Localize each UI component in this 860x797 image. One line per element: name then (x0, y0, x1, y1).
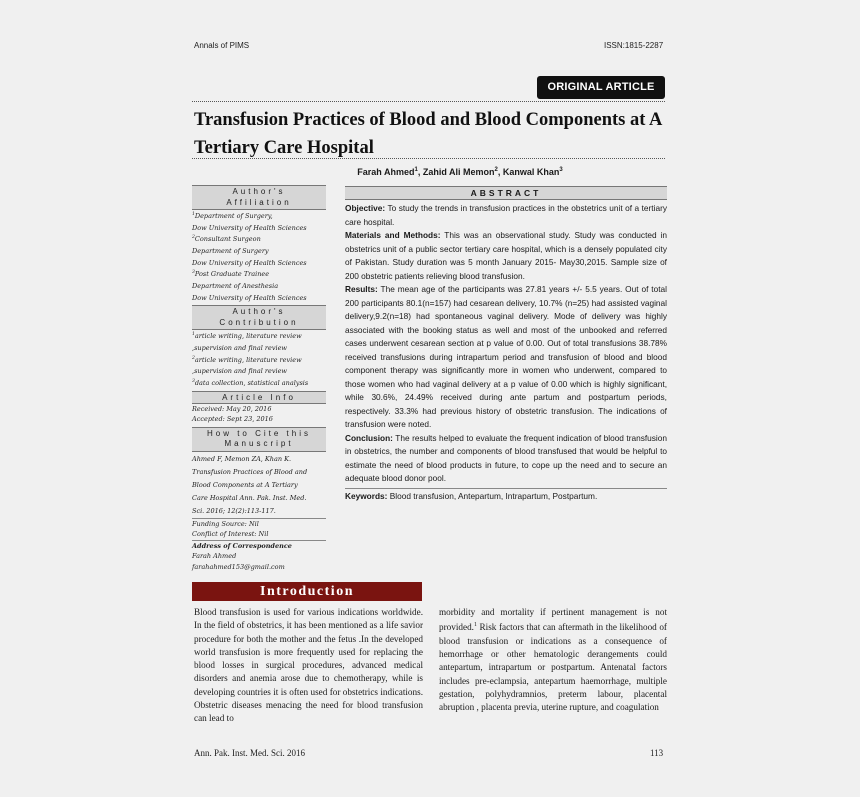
sidebar-text: article writing, literature review (194, 355, 302, 364)
results-text: The mean age of the participants was 27.81 years +/- 5.5 years. Out of total 200 participants 80.1(n=157) had cesarean delivery, 10.7% (n=25) had assisted vaginal delivery,9.2(n=18) had spontaneous vaginal delivery. Mode of delivery was highly associated with the booking status as well and most of the unbooked and referred cases underwent cesarean section at p value of 0.00. Out of total transfusions 38.78% received transfusions during intrapartum period and transfusion of blood and blood component therapy was significantly more in women who underwent, compared to those women who had vaginal delivery at a p value of 0.00 which is highly significant, while 30.6%, 24.49% received during ante partum and postpartum periods, respectively. 33.3% had previous history of obstetric transfusion. The indications of transfusion were noted. (345, 284, 667, 429)
citation-text (192, 453, 326, 518)
affiliation-heading: Author's Affiliation (192, 185, 326, 210)
objective-label: Objective: (345, 203, 386, 213)
sidebar-line (192, 377, 326, 389)
author-sep: , (497, 167, 503, 177)
sidebar-sup: 2 (192, 355, 195, 361)
contribution-heading: Author's Contribution (192, 305, 326, 330)
methods-label: Materials and Methods: (345, 230, 441, 240)
author-name: Zahid Ali Memon (422, 167, 495, 177)
cite-heading: How to Cite this Manuscript (192, 427, 326, 452)
intro-text: Risk factors that can aftermath in the likelihood of blood transfusion or indications as a consequence of hemorrhage or other hematologic derangements could antepartum, intrapartum or postpartum. Antenatal factors includes pre-eclampsia, antepartum haemorrhage, multiple gestation, polyhydramnios, preterm labour, placental abruption , placenta previa, uterine rupture, and coagulation (439, 622, 667, 713)
correspondence-email[interactable]: farahahmed153@gmail.com (192, 562, 285, 571)
journal-name: Annals of PIMS (194, 41, 250, 50)
intro-text: morbidity and mortality if pertinent management is not provided. (439, 607, 667, 633)
sidebar-line (192, 245, 326, 257)
abstract-methods (345, 229, 667, 283)
results-label: Results: (345, 284, 378, 294)
methods-text: This was an observational study. Study was conducted in obstetrics unit of a public sector tertiary care hospital, which is a densely populated city of Pakistan. Study duration was 5 month January 2015- May30,2015. Sample size of 200 obstetric patients relieving blood transfusion. (345, 230, 667, 281)
reference-sup: 1 (473, 622, 477, 629)
conclusion-label: Conclusion: (345, 432, 393, 443)
author-name: Farah Ahmed (357, 167, 415, 177)
sidebar-line (192, 330, 326, 342)
received-date: Received: May 20, 2016 (192, 404, 272, 413)
citation-line: Care Hospital Ann. Pak. Inst. Med. (192, 493, 307, 502)
page-number: 113 (650, 748, 664, 758)
contribution-list (192, 330, 326, 388)
sidebar-text: data collection, statistical analysis (194, 379, 309, 388)
abstract-results (345, 283, 667, 432)
sidebar-line (192, 280, 326, 292)
objective-text: To study the trends in transfusion practices in the obstetrics unit of a tertiary care hospital. (345, 203, 667, 227)
sidebar-sup: 3 (192, 378, 195, 384)
citation-line: Sci. 2016; 12(2):113-117. (192, 506, 276, 515)
title-bottom-rule (192, 158, 665, 159)
sidebar-sup: 2 (192, 235, 195, 241)
keywords-label: Keywords: (345, 490, 388, 501)
author-sup: 2 (494, 167, 498, 173)
author-list (260, 167, 660, 177)
abstract-objective (345, 202, 667, 229)
sidebar-line (192, 292, 326, 304)
correspondence-heading: Address of Correspondence (192, 541, 292, 550)
correspondence-name: Farah Ahmed (192, 552, 237, 561)
keywords-text: Blood transfusion, Antepartum, Intrapartum, Postpartum. (387, 490, 598, 501)
sidebar-text: ,supervision and final review (192, 367, 287, 376)
sidebar-text: Post Graduate Trainee (194, 270, 270, 279)
sidebar-text: Dow University of Health Sciences (192, 223, 307, 232)
sidebar-text: Department of Surgery (192, 247, 269, 256)
introduction-heading: Introduction (192, 582, 422, 601)
abstract-keywords (345, 488, 667, 504)
conflict-of-interest: Conflict of Interest: Nil (192, 530, 269, 539)
article-title: Transfusion Practices of Blood and Blood Components at A Tertiary Care Hospital (194, 110, 662, 158)
sidebar-line (192, 210, 326, 222)
article-type-badge: ORIGINAL ARTICLE (537, 76, 665, 99)
title-top-rule (192, 101, 665, 102)
sidebar-line (192, 222, 326, 234)
sidebar-text: Dow University of Health Sciences (192, 293, 307, 302)
sidebar-text: Department of Anesthesia (192, 282, 279, 291)
article-sidebar (192, 185, 326, 572)
intro-column-1: Blood transfusion is used for various indications worldwide. In the field of obstetrics, it has been mentioned as a life savior procedure for both the mother and the fetus .In the developed world transfusion is more frequently used for replacing the blood losses in surgical procedures, advanced medical disorders and anemia arose due to chemotherapy, while is developing countries it is often used for obstetrics indications. Obstetric diseases menacing the need for blood transfusion can lead to (194, 607, 423, 724)
sidebar-line (192, 354, 326, 366)
author-sup: 1 (414, 167, 418, 173)
author-sup: 3 (559, 167, 563, 173)
sidebar-text: Dow University of Health Sciences (192, 258, 307, 267)
sidebar-sup: 3 (192, 270, 195, 276)
abstract-conclusion (345, 432, 667, 486)
abstract (345, 186, 667, 503)
sidebar-text: Consultant Surgeon (194, 235, 261, 244)
sidebar-text: Department of Surgery, (194, 212, 273, 221)
sidebar-sup: 1 (192, 212, 195, 217)
intro-column-2 (439, 606, 667, 714)
sidebar-line (192, 257, 326, 269)
issn: ISSN:1815-2287 (604, 41, 664, 50)
sidebar-text: ,supervision and final review (192, 344, 287, 353)
funding-source: Funding Source: Nil (192, 519, 259, 528)
sidebar-line (192, 268, 326, 280)
sidebar-sup: 1 (192, 332, 195, 338)
abstract-heading: ABSTRACT (345, 186, 667, 200)
citation-line: Blood Components at A Tertiary (192, 480, 298, 489)
article-info-heading: Article Info (192, 391, 326, 404)
sidebar-text: article writing, literature review (194, 332, 302, 341)
sidebar-line (192, 342, 326, 354)
author-name: Kanwal Khan (502, 167, 560, 177)
conclusion-text: The results helped to evaluate the frequent indication of blood transfusion in obstetrics, the number and components of blood transfused that would be helpful to estimate the need of blood products in future, to cope up the need and to secure an adequate blood donor pool. (345, 432, 667, 483)
sidebar-line (192, 233, 326, 245)
footer-citation: Ann. Pak. Inst. Med. Sci. 2016 (194, 748, 305, 758)
citation-line: Ahmed F, Memon ZA, Khan K. (192, 454, 292, 463)
affiliation-list (192, 210, 326, 303)
author-sep: , (417, 167, 423, 177)
sidebar-line (192, 365, 326, 377)
citation-line: Transfusion Practices of Blood and (192, 467, 308, 476)
accepted-date: Accepted: Sept 23, 2016 (192, 415, 273, 424)
